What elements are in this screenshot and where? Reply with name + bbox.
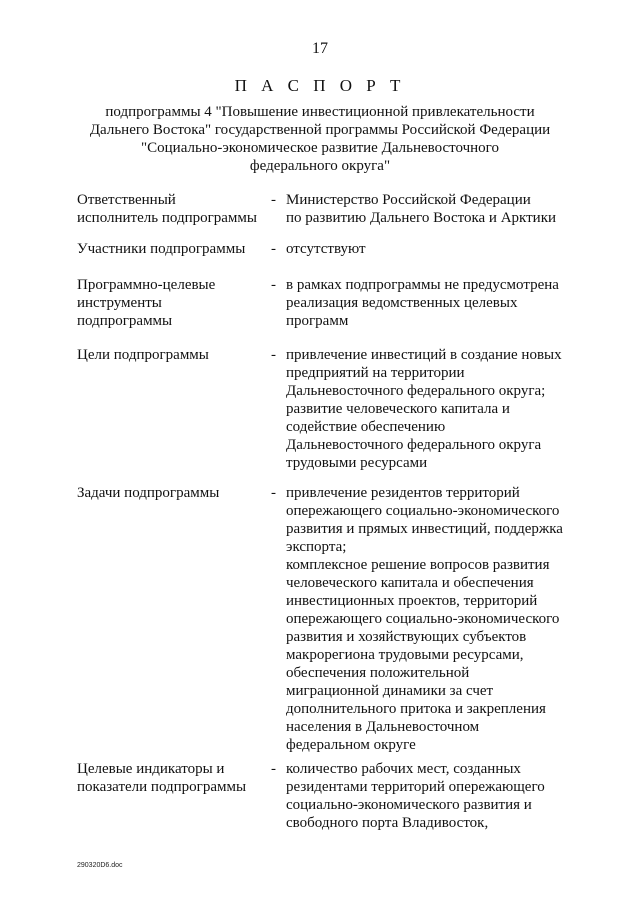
value-line: содействие обеспечению [286, 419, 446, 435]
value-line: развития и хозяйствующих субъектов [286, 629, 527, 645]
subtitle-line: федерального округа" [249, 158, 391, 174]
label-line: Цели подпрограммы [77, 347, 209, 363]
value-line: опережающего социально-экономического [286, 611, 560, 627]
value-line: социально-экономического развития и [286, 797, 532, 813]
row-label [77, 240, 262, 258]
value-line: количество рабочих мест, созданных [286, 761, 521, 777]
row-label [77, 484, 262, 502]
row-value [286, 240, 586, 258]
value-line: привлечение резидентов территорий [286, 485, 520, 501]
value-line: опережающего социально-экономического [286, 503, 560, 519]
value-line: отсутствуют [286, 241, 366, 257]
document-file-code: 290320D6.doc [77, 862, 123, 869]
row-label [77, 760, 262, 796]
row-value [286, 276, 586, 330]
row-value [286, 484, 586, 754]
value-line: развития и прямых инвестиций, поддержка [286, 521, 563, 537]
label-line: инструменты [77, 295, 162, 311]
row-dash: - [271, 761, 276, 777]
value-line: дополнительного притока и закрепления [286, 701, 546, 717]
row-label [77, 191, 262, 227]
value-line: предприятий на территории [286, 365, 465, 381]
value-line: трудовыми ресурсами [286, 455, 428, 471]
row-value [286, 346, 586, 472]
page-number: 17 [312, 40, 328, 57]
value-line: миграционной динамики за счет [286, 683, 494, 699]
label-line: Программно-целевые [77, 277, 216, 293]
label-line: подпрограммы [77, 313, 173, 329]
value-line: федеральном округе [286, 737, 416, 753]
value-line: Дальневосточного федерального округа [286, 437, 542, 453]
value-line: по развитию Дальнего Востока и Арктики [286, 210, 557, 226]
value-line: резидентами территорий опережающего [286, 779, 545, 795]
value-line: свободного порта Владивосток, [286, 815, 489, 831]
value-line: программ [286, 313, 349, 329]
value-line: макрорегиона трудовыми ресурсами, [286, 647, 524, 663]
value-line: развитие человеческого капитала и [286, 401, 510, 417]
value-line: комплексное решение вопросов развития [286, 557, 550, 573]
value-line: в рамках подпрограммы не предусмотрена [286, 277, 559, 293]
label-line: Участники подпрограммы [77, 241, 246, 257]
label-line: Целевые индикаторы и [77, 761, 225, 777]
value-line: привлечение инвестиций в создание новых [286, 347, 562, 363]
row-dash: - [271, 277, 276, 293]
document-subtitle [0, 103, 640, 175]
value-line: Дальневосточного федерального округа; [286, 383, 546, 399]
value-line: населения в Дальневосточном [286, 719, 480, 735]
document-title: П А С П О Р Т [234, 76, 406, 95]
value-line: человеческого капитала и обеспечения [286, 575, 534, 591]
row-dash: - [271, 241, 276, 257]
value-line: инвестиционных проектов, территорий [286, 593, 538, 609]
label-line: Ответственный [77, 192, 176, 208]
row-dash: - [271, 347, 276, 363]
row-value [286, 760, 586, 832]
row-label [77, 346, 262, 364]
label-line: исполнитель подпрограммы [77, 210, 257, 226]
row-value [286, 191, 586, 227]
label-line: показатели подпрограммы [77, 779, 247, 795]
subtitle-line: подпрограммы 4 "Повышение инвестиционной привлекательности [105, 104, 535, 120]
subtitle-line: Дальнего Востока" государственной программы Российской Федерации [89, 122, 551, 138]
value-line: реализация ведомственных целевых [286, 295, 518, 311]
row-dash: - [271, 192, 276, 208]
value-line: обеспечения положительной [286, 665, 470, 681]
label-line: Задачи подпрограммы [77, 485, 220, 501]
row-label [77, 276, 262, 330]
row-dash: - [271, 485, 276, 501]
value-line: экспорта; [286, 539, 347, 555]
subtitle-line: "Социально-экономическое развитие Дальневосточного [141, 140, 499, 156]
value-line: Министерство Российской Федерации [286, 192, 531, 208]
